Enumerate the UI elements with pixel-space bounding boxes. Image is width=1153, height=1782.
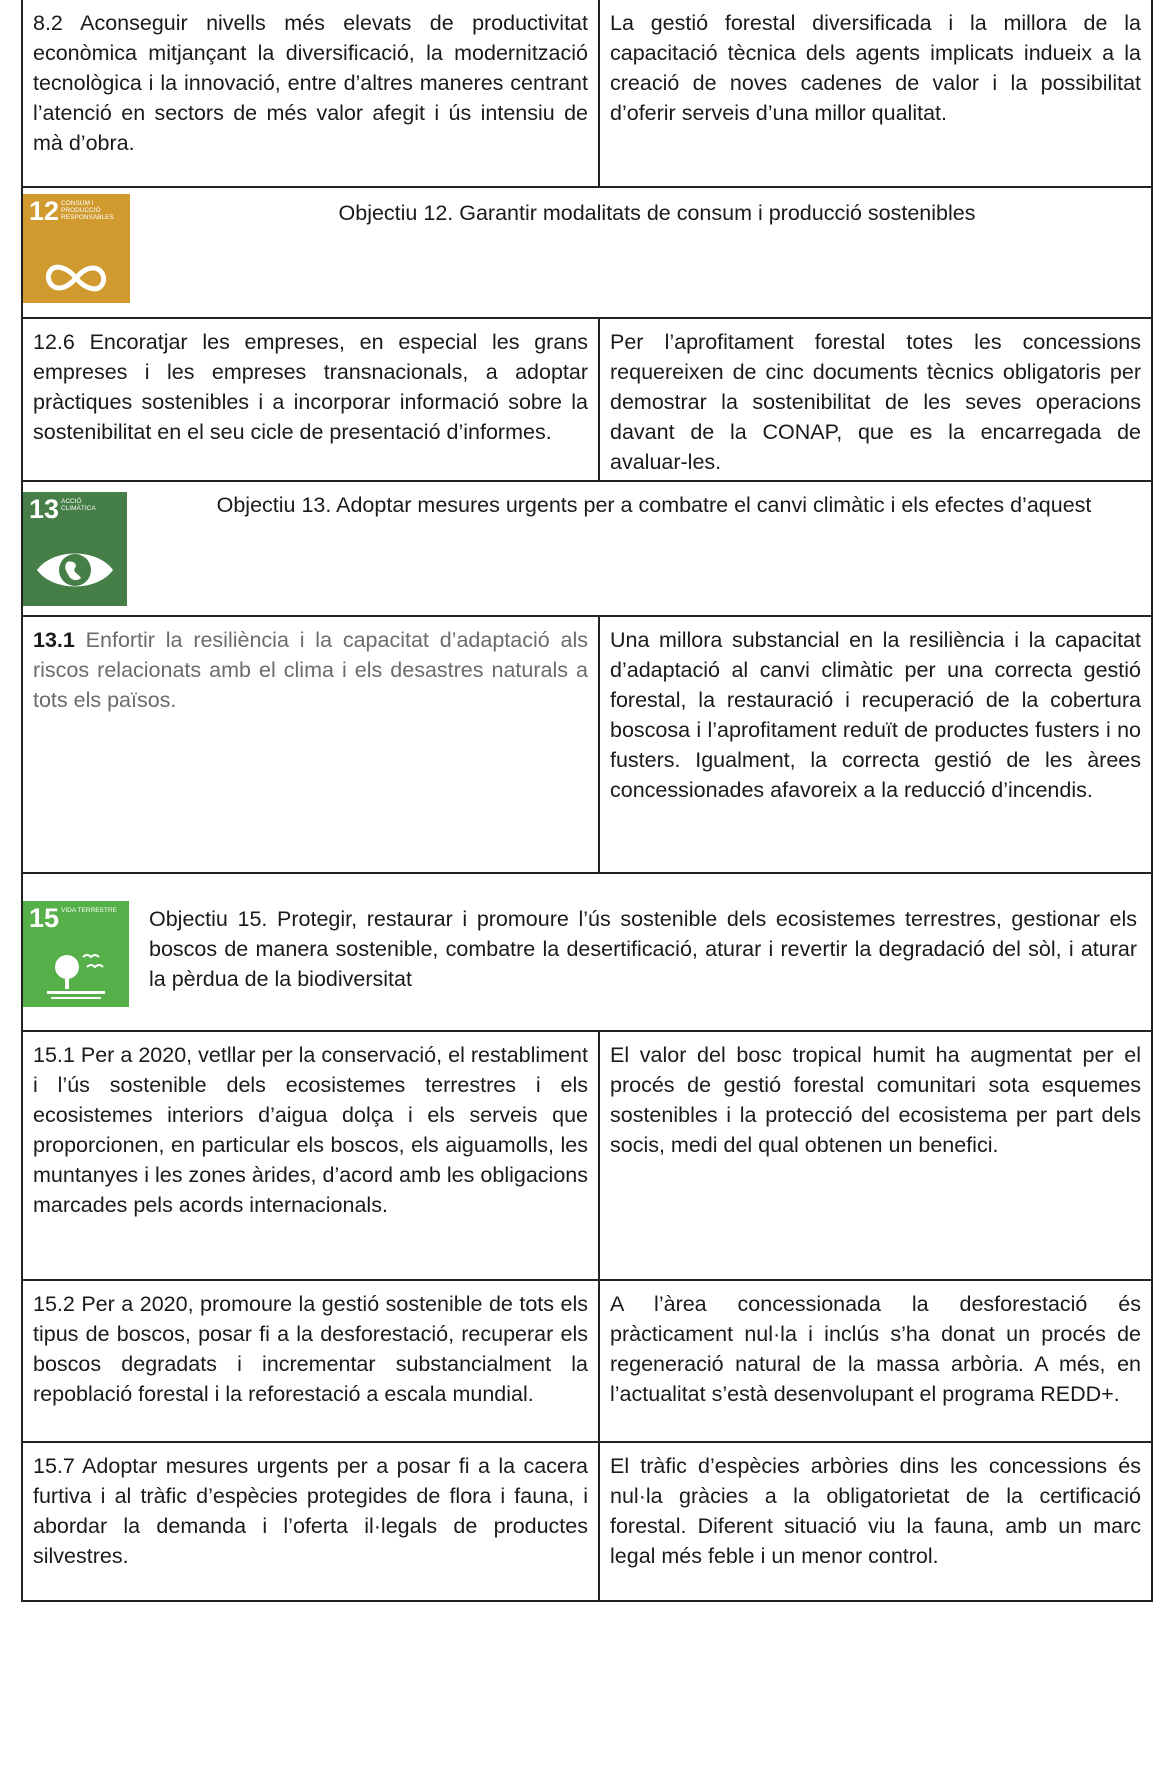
sdg-15-number: 15	[29, 903, 60, 933]
comment-12-6: Per l’aprofitament forestal totes les concessions requereixen de cinc documents tècnics obligatoris per demostrar la sostenibilitat de les seves operacions davant de la CONAP, que es la encarregada de avaluar-les.	[598, 319, 1151, 480]
table-row-15-7	[21, 1441, 1153, 1602]
table-row-8-2	[21, 0, 1153, 186]
goal-13-title: Objectiu 13. Adoptar mesures urgents per a combatre el canvi climàtic i els efectes d’aquest	[216, 493, 1092, 517]
infinity-icon	[23, 194, 130, 303]
target-15-2: 15.2 Per a 2020, promoure la gestió sostenible de tots els tipus de boscos, posar fi a la desforestació, recuperar els boscos degradats i incrementar substancialment la repoblació forestal i la reforestació a escala mundial.	[33, 1292, 588, 1406]
goal-15-row	[21, 872, 1153, 1030]
comment-13-1: Una millora substancial en la resiliència i la capacitat d’adaptació al canvi climàtic per una correcta gestió forestal, la restauració i recuperació de la cobertura boscosa i l’aprofitament reduït de productes fusters i no fusters. Igualment, la correcta gestió de les àrees concessionades afavoreix a la reducció d’incendis.	[598, 617, 1151, 872]
goal-13-row	[21, 480, 1153, 615]
tree-birds-icon	[23, 901, 129, 1007]
comment-15-1: El valor del bosc tropical humit ha augmentat per el procés de gestió forestal comunitari sota esquemes sostenibles i la protecció del ecosistema per part dels socis, medi del qual obtenen un benefici.	[598, 1032, 1151, 1279]
target-12-6: 12.6 Encoratjar les empreses, en especial les grans empreses i les empreses transnacionals, a adoptar pràctiques sostenibles i a incorporar informació sobre la sostenibilitat en el seu cicle de presentació d’informes.	[33, 330, 588, 444]
sdg-12-number: 12	[29, 196, 60, 226]
sdg-13-label: ACCIÓ CLIMÀTICA	[61, 498, 96, 512]
target-13-1-number: 13.1	[33, 628, 75, 652]
sdg-12-label: CONSUM I PRODUCCIÓ RESPONSABLES	[61, 200, 114, 221]
sdg-15-label: VIDA TERRESTRE	[61, 907, 117, 914]
sdg-12-icon	[23, 194, 130, 303]
table-row-12-6	[21, 317, 1153, 480]
target-15-1: 15.1 Per a 2020, vetllar per la conservació, el restabliment i l’ús sostenible dels ecosistemes terrestres i els ecosistemes interiors d’aigua dolça i els serveis que proporcionen, en particular els boscos, els aiguamolls, les muntanyes i les zones àrides, d’acord amb les obligacions marcades pels acords internacionals.	[33, 1043, 588, 1217]
earth-eye-icon	[23, 492, 127, 606]
comment-15-7: El tràfic d’espècies arbòries dins les concessions és nul·la gràcies a la obligatorietat de la certificació forestal. Diferent situació viu la fauna, amb un marc legal més feble i un menor control.	[598, 1443, 1151, 1600]
goal-12-row	[21, 186, 1153, 317]
goal-12-title: Objectiu 12. Garantir modalitats de consum i producció sostenibles	[338, 201, 976, 225]
comment-8-2: La gestió forestal diversificada i la millora de la capacitació tècnica dels agents implicats indueix a la creació de noves cadenes de valor i la possibilitat d’oferir serveis d’una millor qualitat.	[598, 0, 1151, 186]
target-8-2: 8.2 Aconseguir nivells més elevats de productivitat econòmica mitjançant la diversificació, la modernització tecnològica i la innovació, entre d’altres maneres centrant l’atenció en sectors de més valor afegit i ús intensiu de mà d’obra.	[33, 11, 588, 155]
goal-15-title: Objectiu 15. Protegir, restaurar i promoure l’ús sostenible dels ecosistemes terrestres, gestionar els boscos de manera sostenible, combatre la desertificació, aturar i revertir la degradació del sòl, i aturar la pèrdua de la biodiversitat	[149, 907, 1137, 991]
target-13-1-text: Enfortir la resiliència i la capacitat d’adaptació als riscos relacionats amb el clima i els desastres naturals a tots els països.	[33, 628, 588, 712]
target-13-1	[23, 617, 598, 872]
sdg-13-number: 13	[29, 494, 60, 524]
target-15-7: 15.7 Adoptar mesures urgents per a posar fi a la cacera furtiva i al tràfic d’espècies protegides de flora i fauna, i abordar la demanda i l’oferta il·legals de productes silvestres.	[33, 1454, 588, 1568]
sdg-13-icon	[23, 492, 127, 606]
sdg-15-icon	[23, 901, 129, 1007]
table-row-15-2	[21, 1279, 1153, 1441]
comment-15-2: A l’àrea concessionada la desforestació és pràcticament nul·la i inclús s’ha donat un procés de regeneració natural de la massa arbòria. A més, en l’actualitat s’està desenvolupant el programa REDD+.	[598, 1281, 1151, 1441]
table-row-13-1	[21, 615, 1153, 872]
table-row-15-1	[21, 1030, 1153, 1279]
